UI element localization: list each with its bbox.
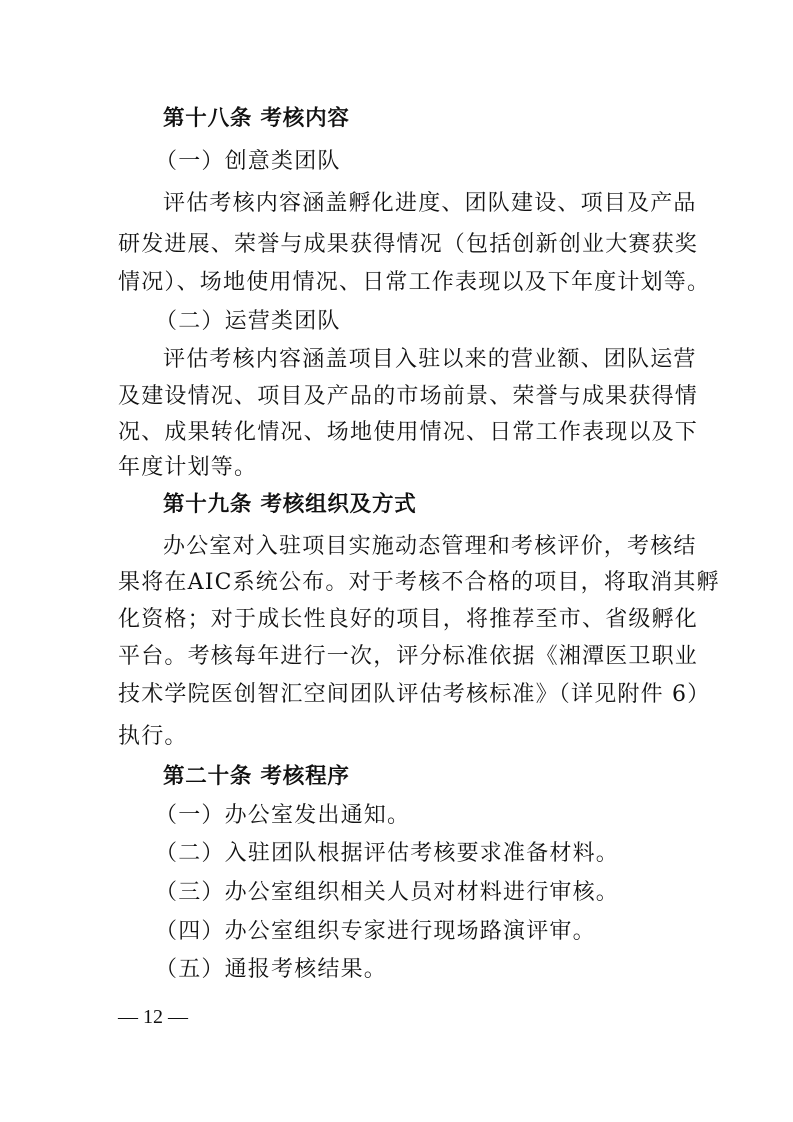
article-20-step-4: （四）办公室组织专家进行现场路演评审。 [155,919,596,944]
article-18-section-2-line-1: 评估考核内容涵盖项目入驻以来的营业额、团队运营 [163,347,697,372]
article-18-section-2-line-4: 年度计划等。 [118,455,258,480]
article-19-line-1: 办公室对入驻项目实施动态管理和考核评价，考核结 [163,534,697,559]
article-18-section-2-title: （二）运营类团队 [155,309,341,334]
page-number: — 12 — [118,1006,188,1028]
article-19-line-2: 果将在AIC系统公布。对于考核不合格的项目，将取消其孵 [118,570,720,595]
article-18-section-1-title: （一）创意类团队 [155,149,341,174]
article-18-section-1-line-2: 研发进展、荣誉与成果获得情况（包括创新创业大赛获奖 [118,232,699,257]
article-20-step-1: （一）办公室发出通知。 [155,803,411,828]
article-18-section-1-line-3: 情况）、场地使用情况、日常工作表现以及下年度计划等。 [118,270,711,295]
article-20-step-5: （五）通报考核结果。 [155,957,388,982]
article-19-line-5: 技术学院医创智汇空间团队评估考核标准》（详见附件 6） [118,682,711,707]
article-19-title: 第十九条 考核组织及方式 [163,492,417,517]
article-18-section-1-line-1: 评估考核内容涵盖孵化进度、团队建设、项目及产品 [163,191,697,216]
article-20-step-2: （二）入驻团队根据评估考核要求准备材料。 [155,841,620,866]
article-18-section-2-line-3: 况、成果转化情况、场地使用情况、日常工作表现以及下 [118,420,699,445]
article-18-title: 第十八条 考核内容 [163,106,350,131]
article-20-step-3: （三）办公室组织相关人员对材料进行审核。 [155,880,620,905]
article-19-line-4: 平台。考核每年进行一次，评分标准依据《湘潭医卫职业 [118,644,699,669]
article-18-section-2-line-2: 及建设情况、项目及产品的市场前景、荣誉与成果获得情 [118,384,699,409]
article-19-line-6: 执行。 [118,724,188,749]
article-20-title: 第二十条 考核程序 [163,764,350,789]
article-19-line-3: 化资格；对于成长性良好的项目，将推荐至市、省级孵化 [118,607,699,632]
